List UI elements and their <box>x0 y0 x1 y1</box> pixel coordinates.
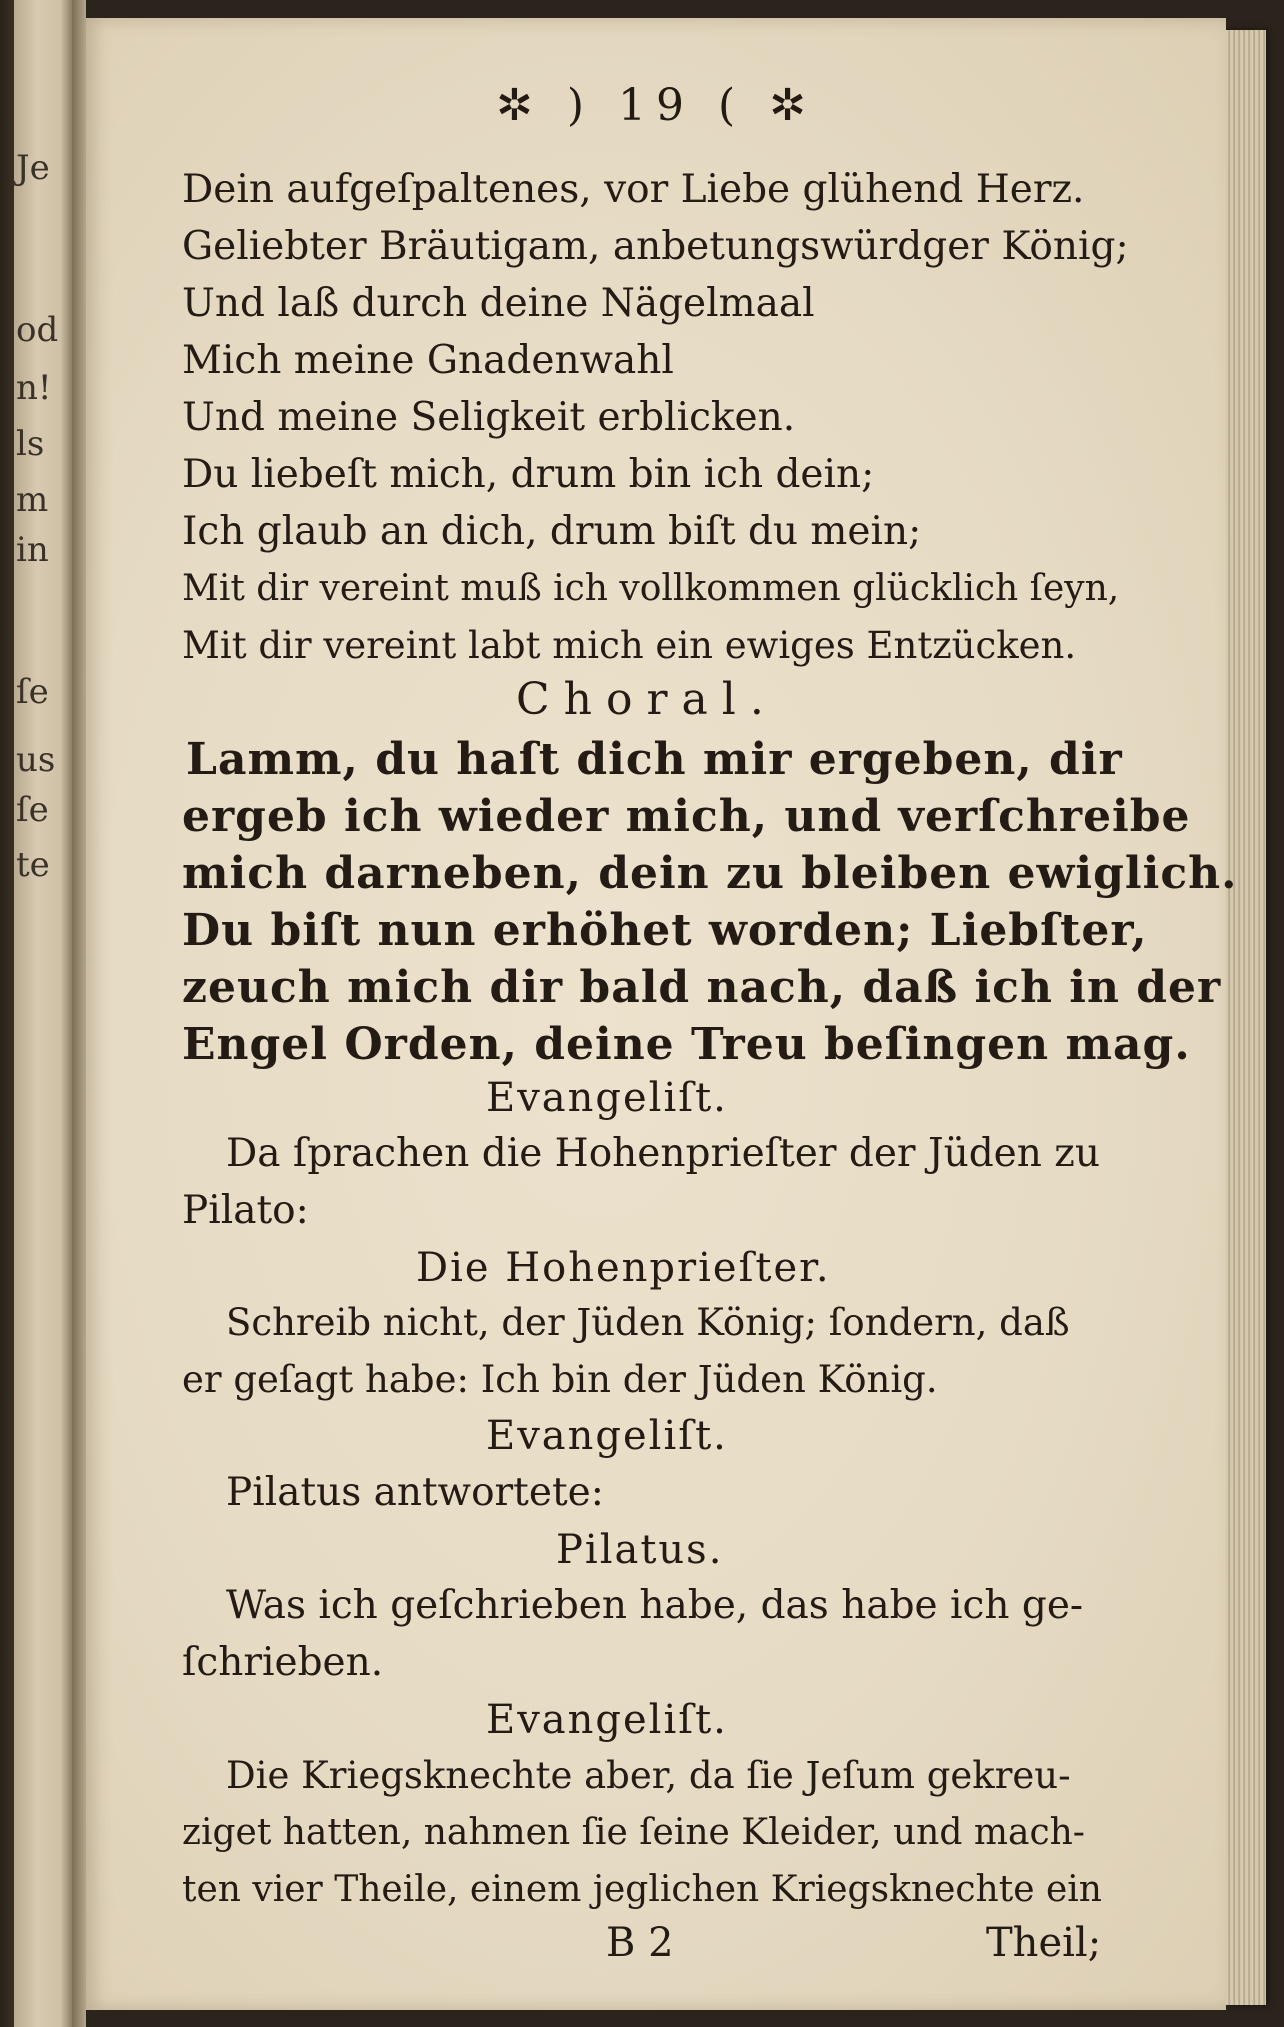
aria-line: Und meine Seligkeit erblicken. <box>182 395 796 440</box>
hohenpriester-heading: Die Hohenprieſter. <box>416 1245 831 1291</box>
aria-line: Ich glaub an dich, drum biſt du mein; <box>182 509 922 554</box>
page-text <box>86 18 1238 2010</box>
evangelist-heading: Evangeliſt. <box>486 1075 728 1121</box>
book-page <box>86 18 1238 2010</box>
aria-line: Mit dir vereint muß ich vollkommen glücklich ſeyn, <box>182 568 1120 609</box>
aria-line: Und laß durch deine Nägelmaal <box>182 281 815 326</box>
catchword: Theil; <box>986 1920 1102 1966</box>
pilatus-line: ſchrieben. <box>182 1640 384 1685</box>
facing-page-fragment: n! <box>16 368 52 408</box>
hohenpriester-line: er geſagt habe: Ich bin der Jüden König. <box>182 1358 938 1401</box>
page-edges <box>1226 30 1266 2005</box>
page-number-header: ✲ ) 19 ( ✲ <box>496 80 816 131</box>
evangelist-heading: Evangeliſt. <box>486 1413 728 1459</box>
choral-line: Du biſt nun erhöhet worden; Liebſter, <box>182 905 1148 956</box>
recitative-line: Pilatus antwortete: <box>226 1470 604 1515</box>
facing-page-edge <box>14 0 72 2027</box>
choral-line: Engel Orden, deine Treu beſingen mag. <box>182 1019 1191 1070</box>
hohenpriester-line: Schreib nicht, der Jüden König; ſondern, daß <box>226 1301 1070 1344</box>
facing-page-fragment: te <box>16 845 50 885</box>
book-gutter <box>72 0 86 2027</box>
pilatus-heading: Pilatus. <box>556 1527 724 1573</box>
aria-line: Du liebeſt mich, drum bin ich dein; <box>182 452 875 497</box>
choral-heading: Choral. <box>516 674 778 725</box>
facing-page-fragment: ls <box>16 424 45 464</box>
aria-line: Geliebter Bräutigam, anbetungswürdger König; <box>182 224 1129 269</box>
choral-line: zeuch mich dir bald nach, daß ich in der <box>182 962 1222 1013</box>
recitative-line: Die Kriegsknechte aber, da ſie Jeſum gekreu- <box>226 1754 1071 1797</box>
pilatus-line: Was ich geſchrieben habe, das habe ich ge- <box>226 1583 1084 1628</box>
choral-line: ergeb ich wieder mich, und verſchreibe <box>182 791 1191 842</box>
aria-line: Mich meine Gnadenwahl <box>182 338 674 383</box>
recitative-line: ten vier Theile, einem jeglichen Kriegsknechte ein <box>182 1869 1102 1910</box>
evangelist-heading: Evangeliſt. <box>486 1697 728 1743</box>
recitative-line: ziget hatten, nahmen ſie ſeine Kleider, und mach- <box>182 1812 1085 1853</box>
facing-page-fragment: Je <box>16 148 50 188</box>
recitative-line: Da ſprachen die Hohenprieſter der Jüden zu <box>226 1131 1100 1176</box>
choral-line: mich darneben, dein zu bleiben ewiglich. <box>182 848 1238 899</box>
facing-page-fragment: in <box>16 530 49 570</box>
facing-page-fragment: ſe <box>16 672 49 712</box>
aria-line: Mit dir vereint labt mich ein ewiges Entzücken. <box>182 624 1077 667</box>
facing-page-fragment: od <box>16 310 59 350</box>
aria-line: Dein aufgeſpaltenes, vor Liebe glühend Herz. <box>182 167 1085 212</box>
recitative-line: Pilato: <box>182 1188 309 1233</box>
facing-page-fragment: ſe <box>16 790 49 830</box>
facing-page-fragment: m <box>16 480 49 520</box>
signature-mark: B 2 <box>606 1920 674 1966</box>
facing-page-fragment: us <box>16 740 56 780</box>
choral-line: Lamm, du haſt dich mir ergeben, dir <box>186 734 1123 785</box>
